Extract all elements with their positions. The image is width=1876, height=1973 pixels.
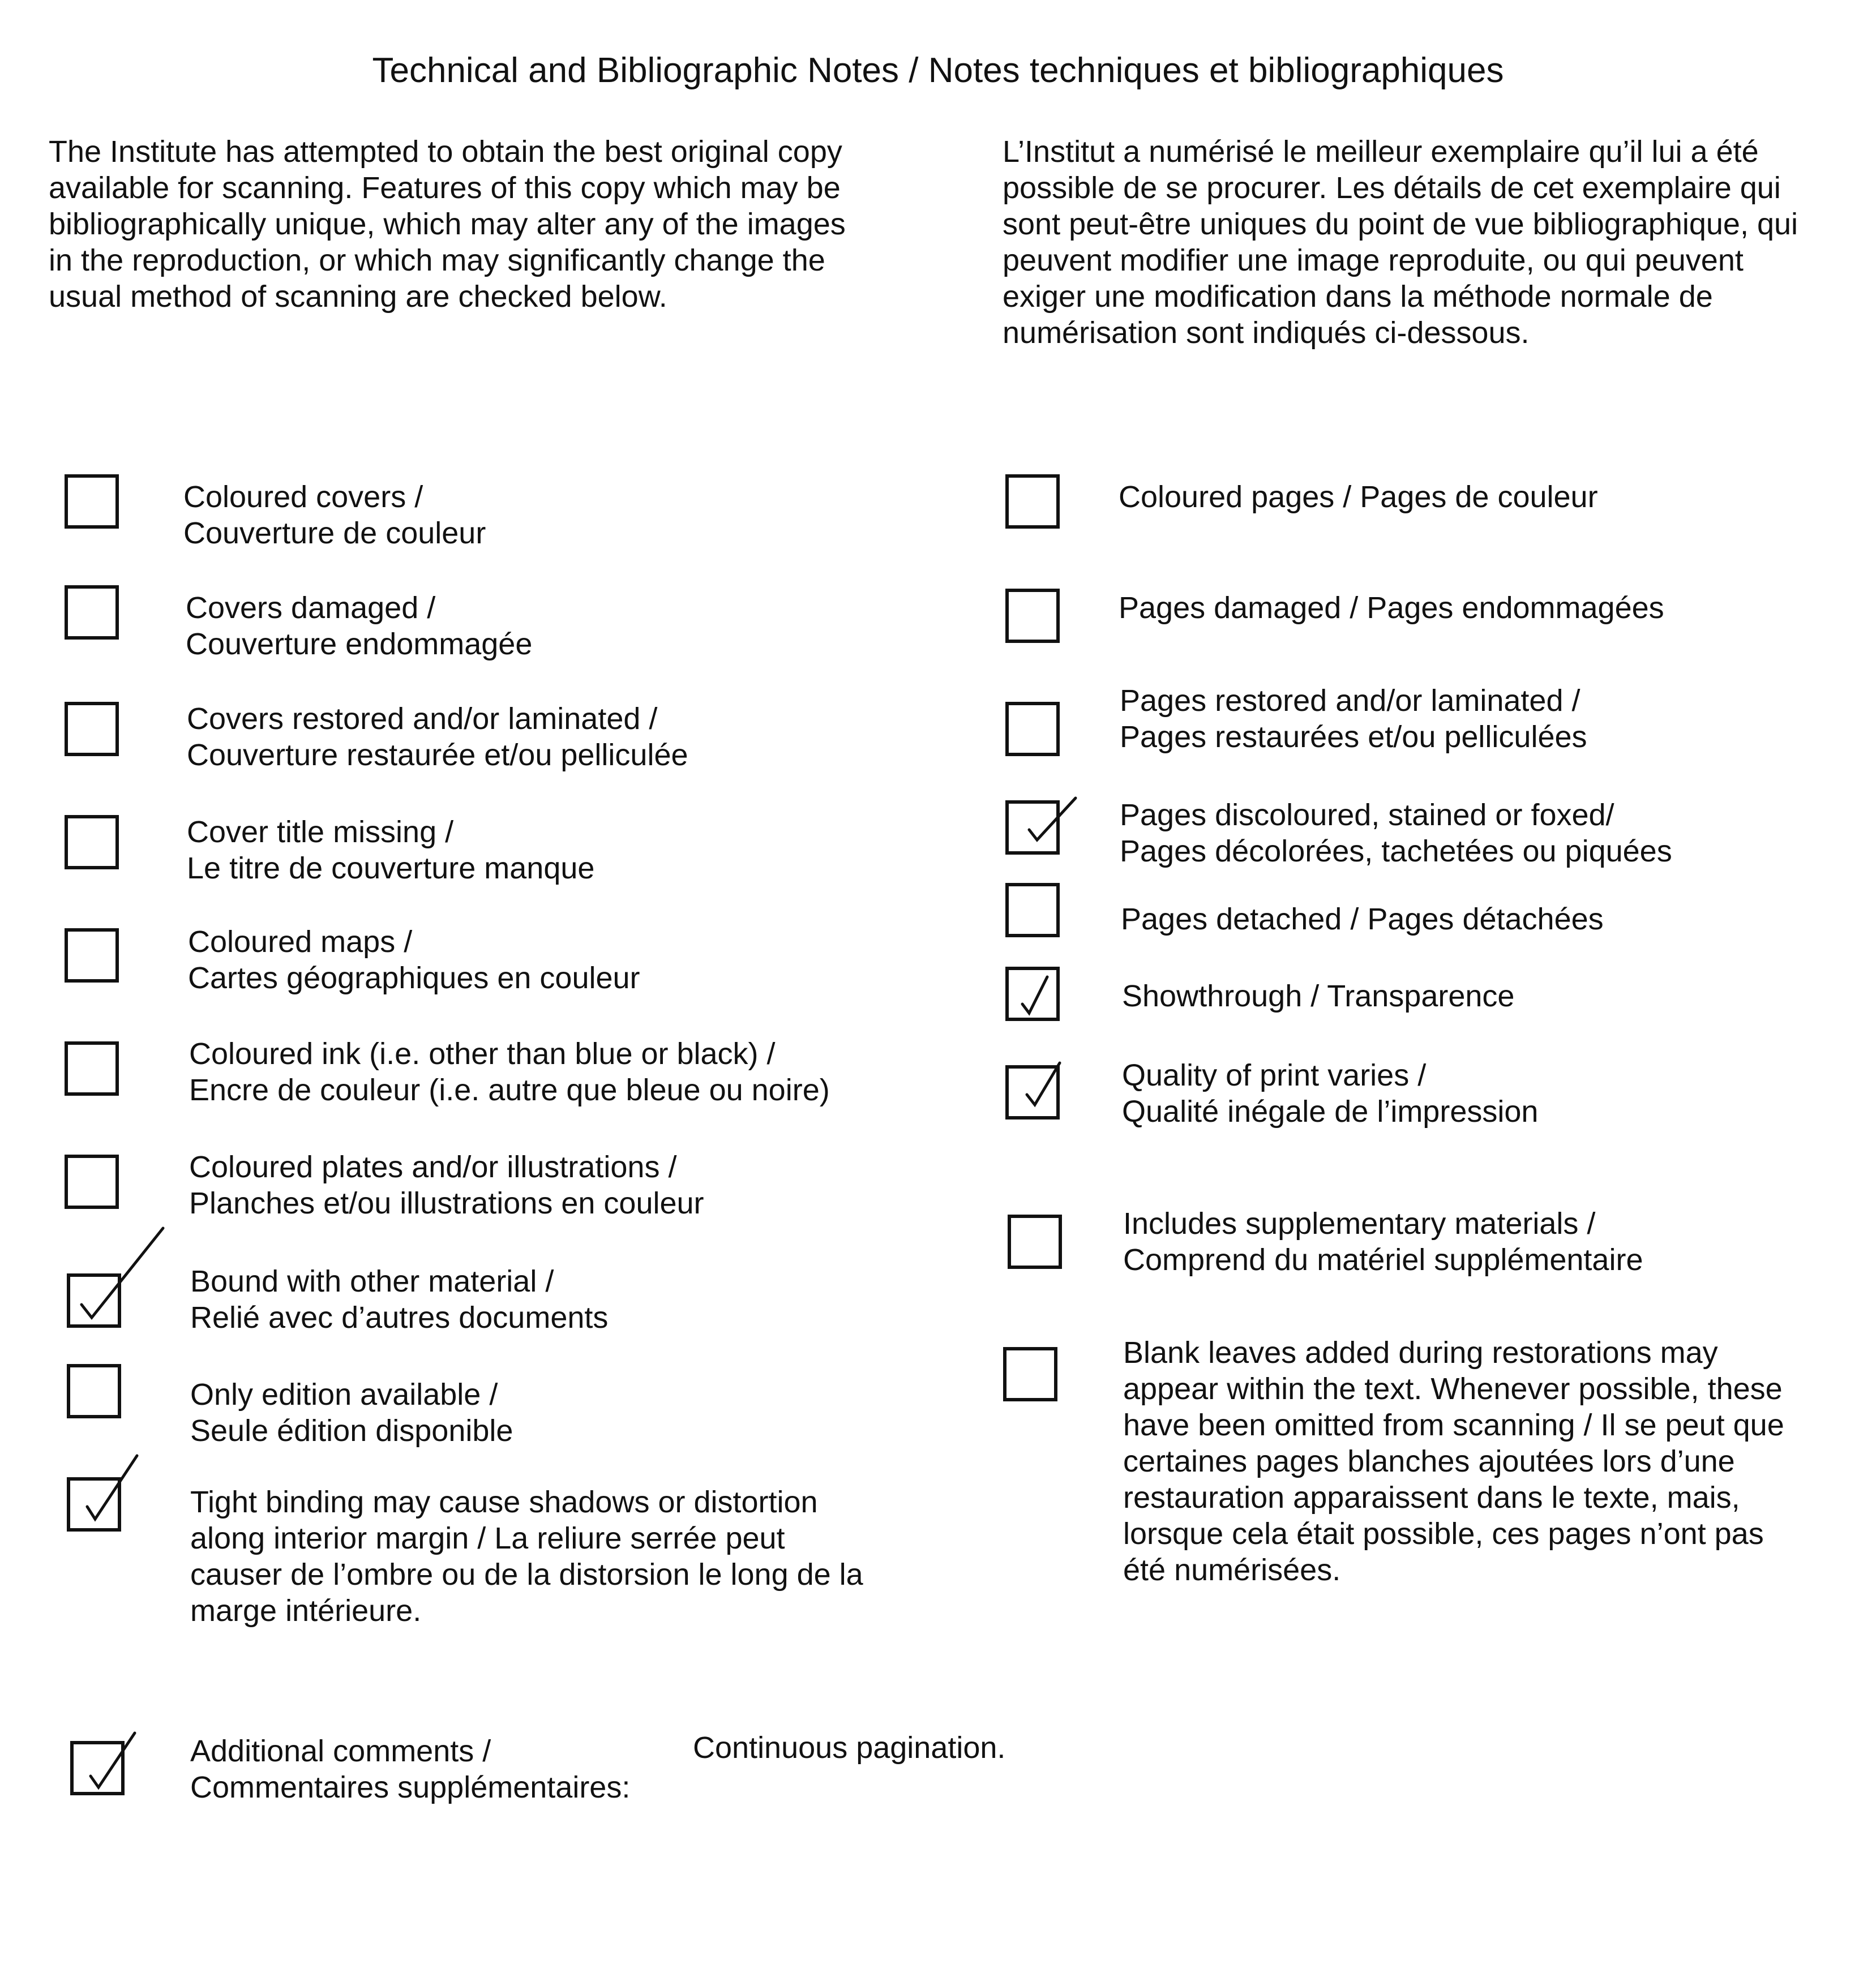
label-line: Pages discoloured, stained or foxed/	[1120, 798, 1614, 832]
label-line: restauration apparaissent dans le texte, mais,	[1123, 1481, 1740, 1515]
checklist-label	[1120, 797, 1672, 869]
label-line: Pages restaurées et/ou pelliculées	[1120, 720, 1587, 754]
intro-french-line: possible de se procurer. Les détails de cet exemplaire qui	[1003, 171, 1781, 205]
checkbox[interactable]	[65, 702, 119, 756]
label-line: Showthrough / Transparence	[1122, 979, 1515, 1013]
label-line: Planches et/ou illustrations en couleur	[189, 1186, 704, 1220]
checkbox[interactable]	[1003, 1347, 1057, 1401]
label-line: Only edition available /	[190, 1378, 498, 1412]
label-line: Comprend du matériel supplémentaire	[1123, 1243, 1643, 1277]
label-line: Covers damaged /	[186, 591, 436, 625]
label-line: Bound with other material /	[190, 1264, 554, 1298]
label-line: lorsque cela était possible, ces pages n’ont pas	[1123, 1517, 1764, 1551]
checkbox[interactable]	[65, 585, 119, 640]
label-line: Couverture restaurée et/ou pelliculée	[187, 738, 688, 772]
label-line: Couverture endommagée	[186, 627, 533, 661]
checkmark-icon	[67, 1211, 180, 1324]
label-line: Quality of print varies /	[1122, 1058, 1427, 1092]
label-line: certaines pages blanches ajoutées lors d’une	[1123, 1444, 1735, 1478]
checklist-label	[1123, 1335, 1784, 1588]
label-line: Pages décolorées, tachetées ou piquées	[1120, 834, 1672, 868]
label-line: Tight binding may cause shadows or distortion	[190, 1485, 818, 1519]
checkbox[interactable]	[65, 815, 119, 869]
label-line: Coloured covers /	[183, 480, 423, 514]
intro-english-line: The Institute has attempted to obtain the best original copy	[49, 135, 842, 169]
intro-english-line: in the reproduction, or which may significantly change the	[49, 243, 825, 277]
checklist-label	[1123, 1206, 1643, 1278]
checklist-label	[190, 1733, 630, 1805]
intro-french-line: peuvent modifier une image reproduite, ou qui peuvent	[1003, 243, 1744, 277]
label-line: marge intérieure.	[190, 1594, 422, 1628]
checklist-label	[1122, 1057, 1538, 1130]
checkbox[interactable]	[1005, 474, 1060, 529]
checkbox[interactable]	[65, 1155, 119, 1209]
checkbox[interactable]	[1005, 702, 1060, 756]
intro-french	[1003, 134, 1798, 351]
page-title: Technical and Bibliographic Notes / Notes techniques et bibliographiques	[372, 51, 1504, 90]
checkbox[interactable]	[67, 1364, 121, 1418]
label-line: Includes supplementary materials /	[1123, 1207, 1596, 1241]
checklist-label	[189, 1149, 704, 1221]
label-line: Seule édition disponible	[190, 1414, 513, 1448]
label-line: Additional comments /	[190, 1734, 491, 1768]
checkmark-icon	[67, 1450, 180, 1563]
label-line: Pages damaged / Pages endommagées	[1119, 591, 1664, 625]
label-line: Couverture de couleur	[183, 516, 486, 550]
label-line: été numérisées.	[1123, 1553, 1341, 1587]
checklist-label	[188, 924, 640, 996]
checkbox[interactable]	[65, 1041, 119, 1096]
checklist-label	[1120, 683, 1587, 755]
label-line: Blank leaves added during restorations may	[1123, 1336, 1718, 1370]
checklist-label	[1119, 479, 1598, 515]
label-line: Pages detached / Pages détachées	[1121, 902, 1604, 936]
checklist-label	[190, 1263, 608, 1336]
label-line: appear within the text. Whenever possible, these	[1123, 1372, 1783, 1406]
label-line: along interior margin / La reliure serrée peut	[190, 1521, 785, 1555]
label-line: Covers restored and/or laminated /	[187, 702, 658, 736]
additional-comments-text: Continuous pagination.	[693, 1731, 1006, 1765]
checklist-label	[1119, 590, 1664, 626]
label-line: Coloured plates and/or illustrations /	[189, 1150, 677, 1184]
label-line: causer de l’ombre ou de la distorsion le long de la	[190, 1558, 863, 1592]
label-line: Coloured pages / Pages de couleur	[1119, 480, 1598, 514]
checkbox[interactable]	[65, 474, 119, 529]
intro-english-line: available for scanning. Features of this copy which may be	[49, 171, 841, 205]
label-line: Le titre de couverture manque	[187, 851, 595, 885]
checklist-label	[186, 590, 532, 662]
intro-english	[49, 134, 846, 315]
label-line: Coloured maps /	[188, 925, 413, 959]
checkmark-icon	[1005, 1060, 1119, 1173]
label-line: Cartes géographiques en couleur	[188, 961, 640, 995]
intro-french-line: exiger une modification dans la méthode normale de	[1003, 280, 1713, 314]
intro-english-line: usual method of scanning are checked below.	[49, 280, 667, 314]
label-line: Relié avec d’autres documents	[190, 1301, 609, 1335]
checkbox[interactable]	[1005, 883, 1060, 937]
label-line: Commentaires supplémentaires:	[190, 1770, 631, 1804]
label-line: Encre de couleur (i.e. autre que bleue ou noire)	[189, 1073, 830, 1107]
checklist-label	[190, 1484, 863, 1629]
checkbox[interactable]	[1005, 589, 1060, 643]
checkbox[interactable]	[65, 928, 119, 983]
checkbox[interactable]	[1008, 1215, 1062, 1269]
checklist-label	[187, 814, 594, 886]
intro-french-line: L’Institut a numérisé le meilleur exemplaire qu’il lui a été	[1003, 135, 1759, 169]
intro-english-line: bibliographically unique, which may alter any of the images	[49, 207, 846, 241]
label-line: Cover title missing /	[187, 815, 454, 849]
checklist-label	[183, 479, 486, 551]
label-line: Pages restored and/or laminated /	[1120, 684, 1581, 718]
checklist-label	[187, 701, 688, 773]
intro-french-line: numérisation sont indiqués ci-dessous.	[1003, 316, 1530, 350]
intro-french-line: sont peut-être uniques du point de vue bibliographique, qui	[1003, 207, 1798, 241]
label-line: Coloured ink (i.e. other than blue or black) /	[189, 1037, 776, 1071]
checklist-label	[189, 1036, 830, 1108]
checklist-label	[190, 1376, 513, 1449]
label-line: Qualité inégale de l’impression	[1122, 1095, 1539, 1129]
checklist-label	[1122, 978, 1514, 1014]
checkmark-icon	[70, 1730, 183, 1843]
label-line: have been omitted from scanning / Il se peut que	[1123, 1408, 1784, 1442]
checklist-label	[1121, 901, 1604, 937]
